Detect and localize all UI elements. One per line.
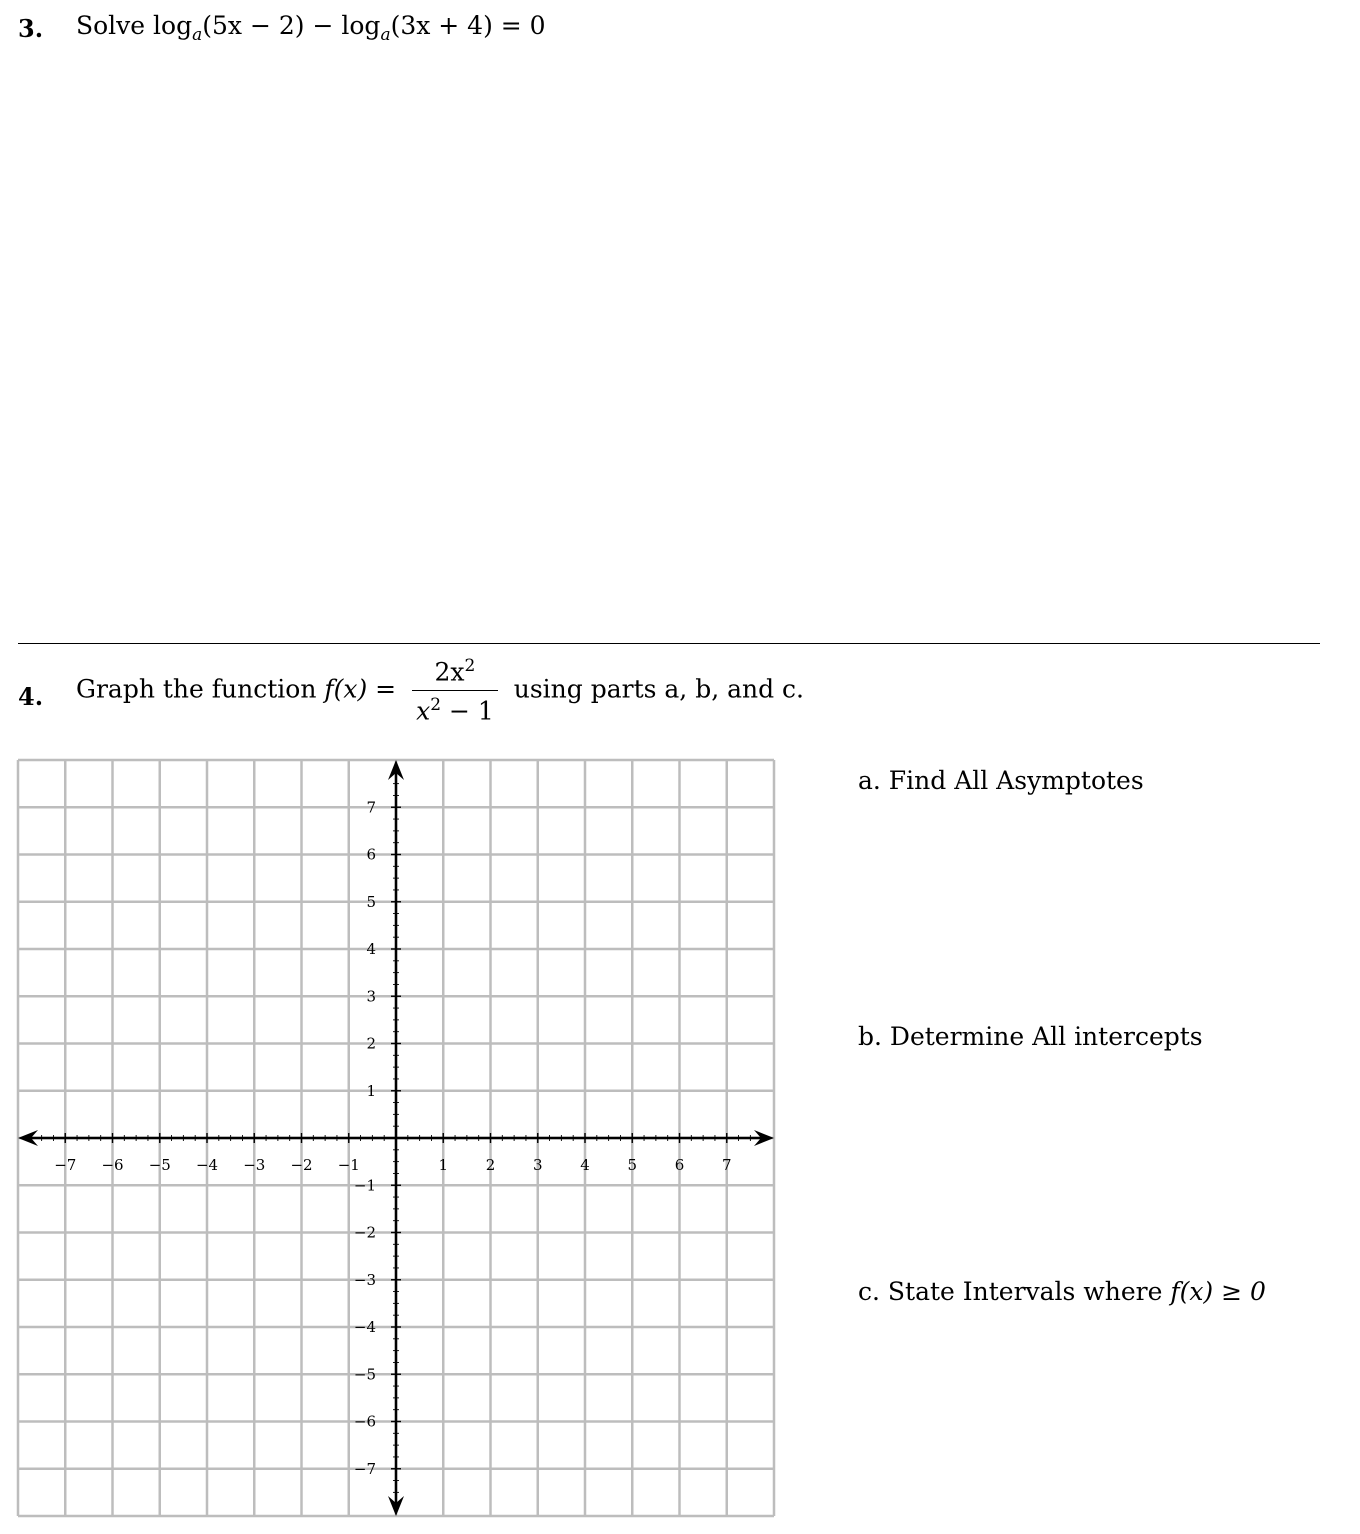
solve-word: Solve — [76, 11, 146, 40]
x-tick-label: −6 — [101, 1156, 124, 1174]
x-tick-label: −4 — [195, 1156, 219, 1174]
fraction-numerator: $2x^2$ — [412, 656, 498, 691]
y-tick-label: −2 — [353, 1223, 376, 1242]
x-tick-label: −2 — [290, 1156, 313, 1174]
problem-4-intro: Graph the function — [76, 674, 317, 704]
fraction-denominator: $x^2 - 1$ — [416, 695, 494, 726]
part-c-label — [858, 1277, 1266, 1306]
y-tick-label: 7 — [366, 798, 376, 817]
x-tick-label: 2 — [485, 1156, 496, 1174]
log-base-2: a — [380, 25, 391, 45]
minus-sign: − — [312, 11, 334, 40]
log-arg-1: (5x − 2) — [202, 11, 305, 40]
y-tick-label: 2 — [366, 1034, 376, 1053]
x-tick-label: 7 — [721, 1156, 732, 1174]
x-tick-label: 6 — [674, 1156, 685, 1174]
problem-4-number: 4. — [18, 682, 44, 711]
problem-4-tail: using parts a, b, and c. — [513, 674, 804, 704]
x-tick-label: 1 — [438, 1156, 449, 1174]
x-tick-label: −1 — [337, 1156, 360, 1174]
x-tick-label: −3 — [243, 1156, 266, 1174]
y-tick-label: −7 — [353, 1459, 376, 1478]
part-b-label: b. Determine All intercepts — [858, 1022, 1203, 1051]
log-1: log — [153, 11, 193, 40]
y-tick-label: 5 — [366, 892, 376, 911]
x-tick-label: 5 — [627, 1156, 638, 1174]
log-arg-2: (3x + 4) = 0 — [390, 11, 546, 40]
function-name: f(x) = — [324, 674, 397, 704]
y-tick-label: −4 — [353, 1318, 376, 1336]
y-tick-label: −5 — [353, 1365, 376, 1384]
part-a-label: a. Find All Asymptotes — [858, 766, 1144, 795]
x-tick-label: −5 — [148, 1156, 171, 1174]
y-tick-label: −1 — [353, 1176, 376, 1195]
log-2: log — [341, 11, 381, 40]
x-tick-label: 4 — [580, 1156, 590, 1174]
log-base-1: a — [192, 25, 203, 45]
y-tick-label: −6 — [353, 1412, 376, 1431]
y-tick-label: 3 — [366, 987, 376, 1006]
x-tick-label: −7 — [54, 1156, 77, 1174]
x-tick-label: 3 — [532, 1156, 543, 1174]
problem-3-number: 3. — [18, 14, 44, 43]
y-tick-label: −3 — [353, 1270, 376, 1289]
part-c-expression: f(x) ≥ 0 — [1170, 1277, 1266, 1306]
y-tick-label: 4 — [366, 940, 376, 958]
y-tick-label: 1 — [366, 1081, 376, 1100]
part-c-prefix: c. State Intervals where — [858, 1277, 1163, 1306]
y-tick-label: 6 — [366, 845, 376, 864]
